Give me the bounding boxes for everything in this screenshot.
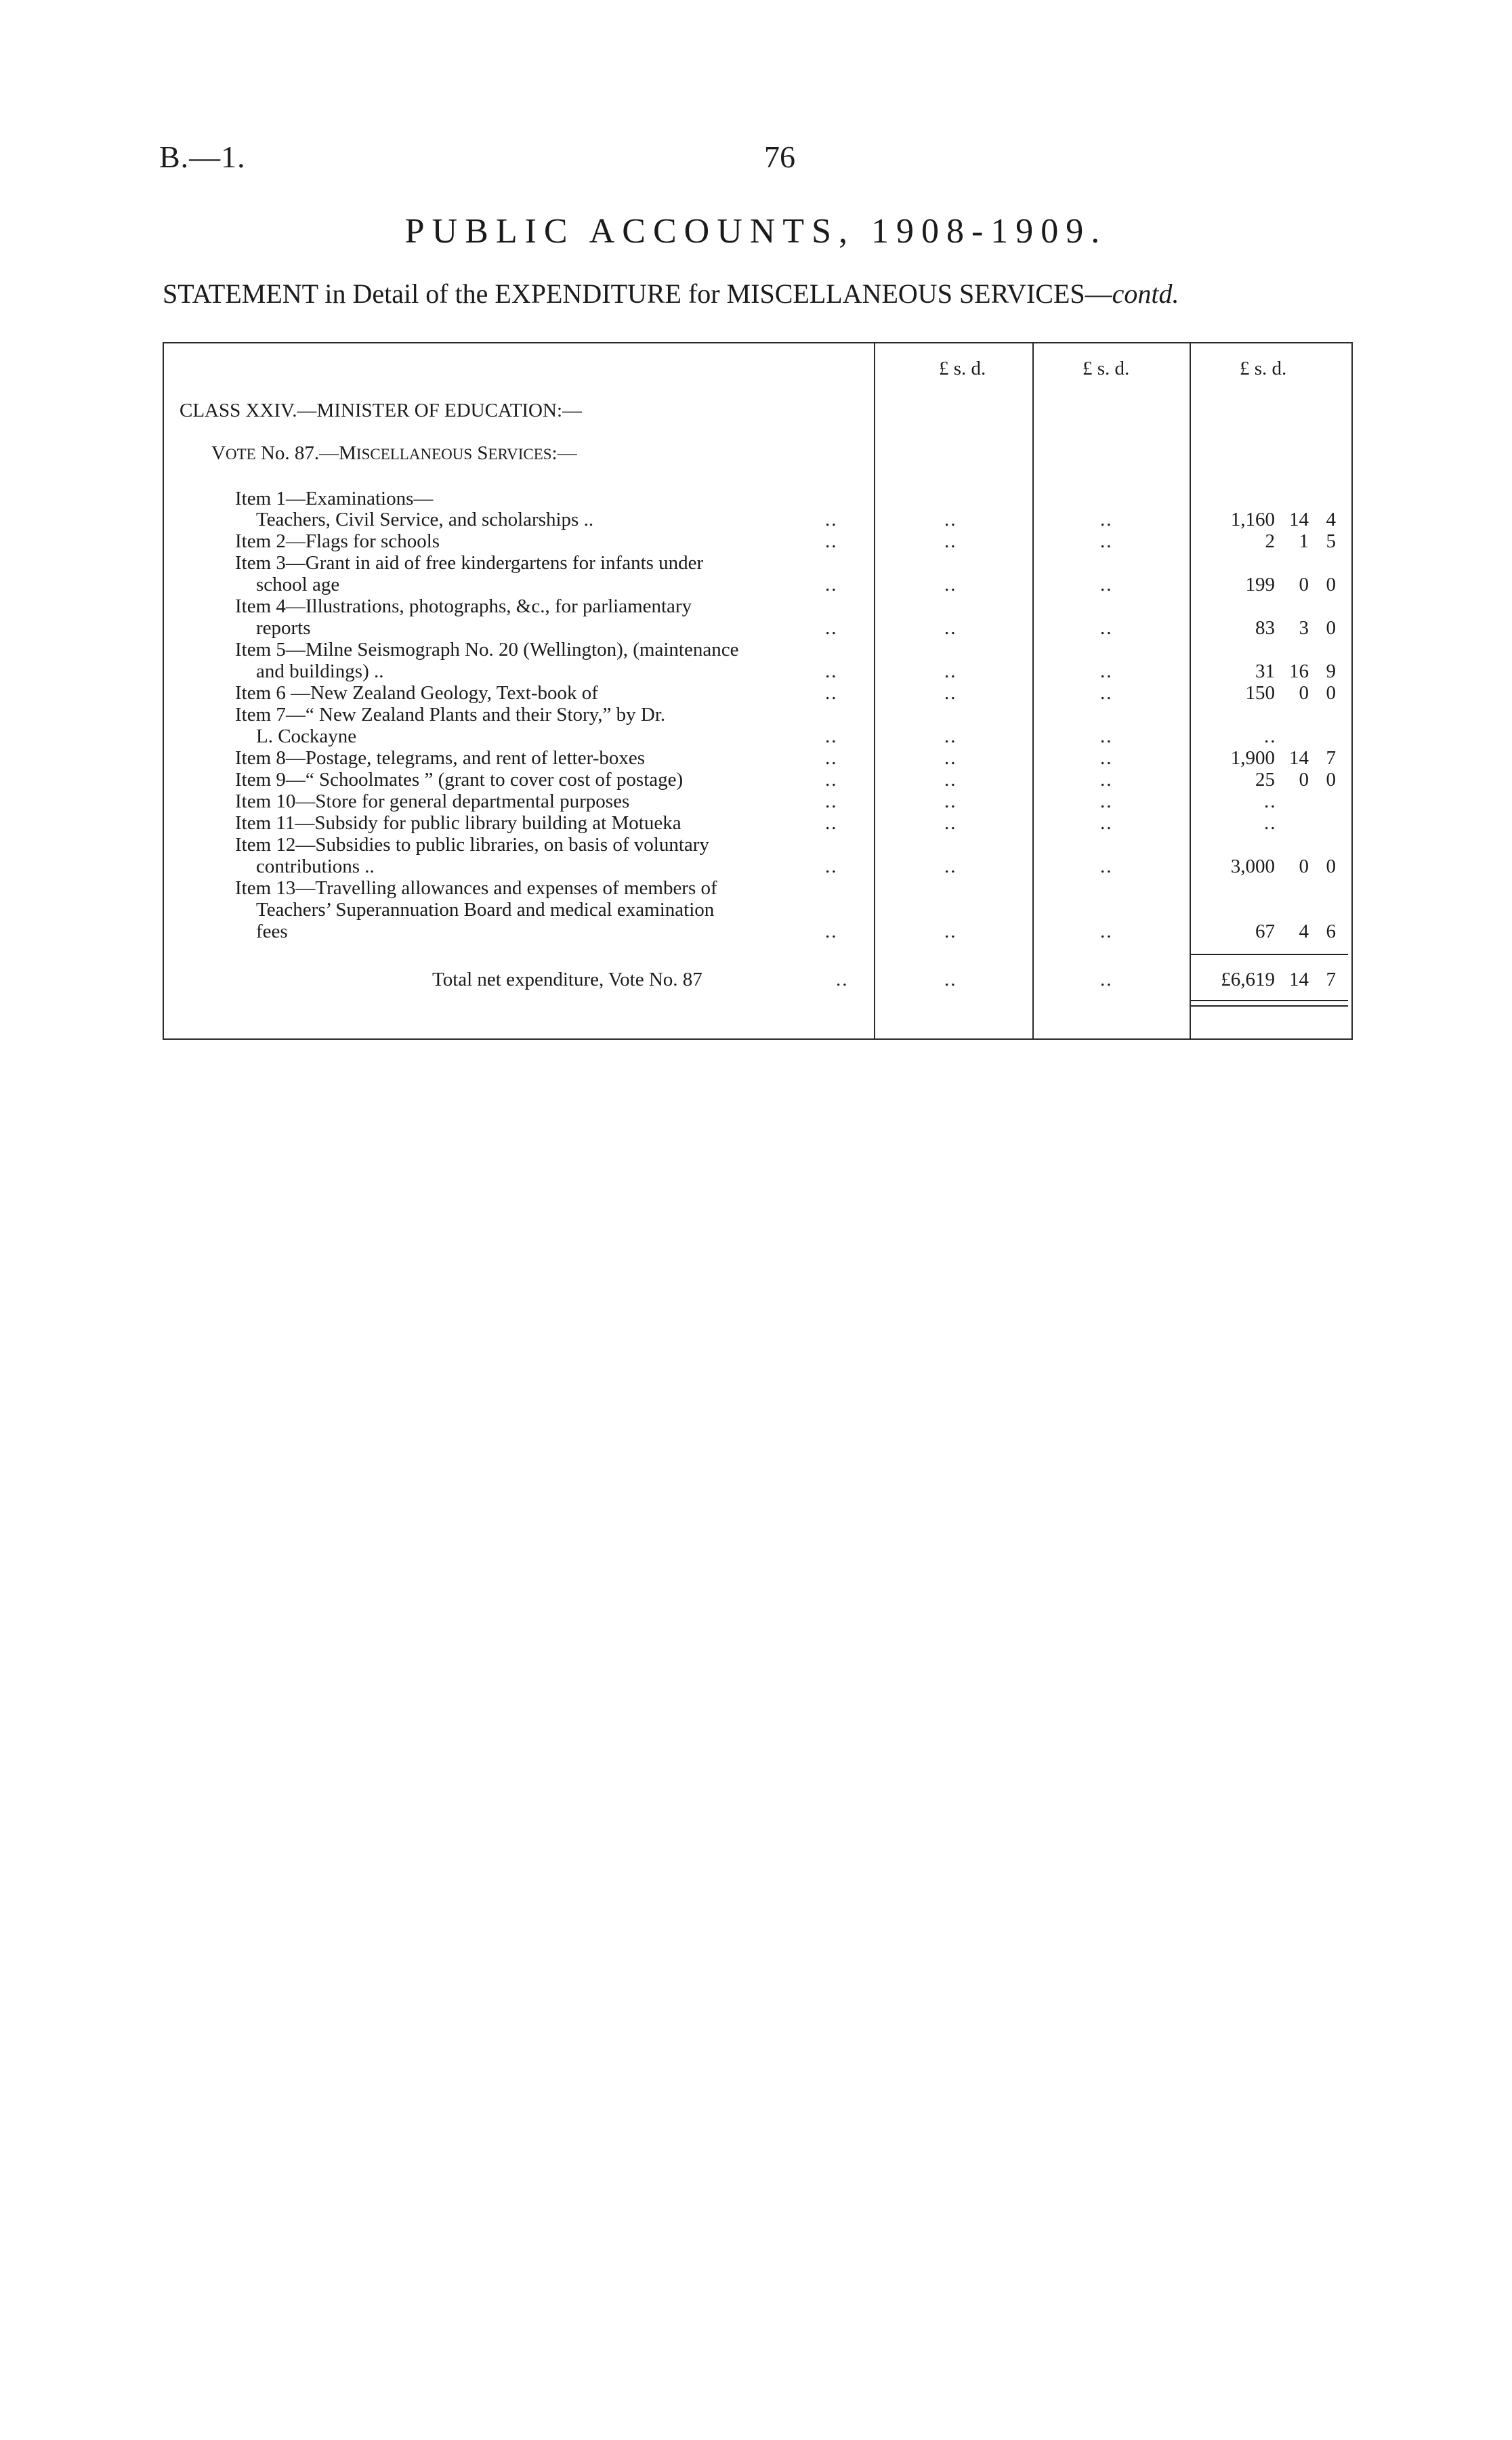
item-line: and buildings) .. [256,660,384,682]
item-line: L. Cockayne [256,725,357,747]
vote-heading-part: S [472,442,488,464]
vote-heading-part: V [211,442,226,464]
dot-leader: .. [825,660,838,682]
amount-pounds: 25 [1255,769,1275,791]
amount-shillings: 4 [1299,921,1309,942]
amount-shillings: 3 [1299,617,1309,639]
total-pence: 7 [1326,969,1336,990]
dot-leader: .. [944,921,957,942]
page-reference: B.—1. [159,140,246,174]
dot-leader: .. [944,660,957,682]
amount-pence: 0 [1326,617,1336,639]
column-divider-3 [1190,342,1191,1040]
subtitle-text: STATEMENT in Detail of the EXPENDITURE for MISCELLANEOUS SERVICES— [163,278,1112,309]
dot-leader: .. [825,812,838,834]
item-line: Item 4—Illustrations, photographs, &c., for parliamentary [235,595,692,617]
class-heading: CLASS XXIV.—MINISTER OF EDUCATION:— [180,400,583,421]
dot-leader: .. [944,574,957,595]
amount-pounds: 3,000 [1230,856,1275,877]
amount-shillings: 0 [1299,856,1309,877]
item-line: Item 6 —New Zealand Geology, Text-book of [235,682,598,704]
amount-pounds: 199 [1245,574,1275,595]
column-divider-1 [874,342,875,1040]
amount-pence: 0 [1326,574,1336,595]
item-line: reports [256,617,311,639]
page-title: PUBLIC ACCOUNTS, 1908-1909. [404,212,1108,251]
dot-leader: .. [1100,791,1113,812]
dot-leader: .. [1100,856,1113,877]
dot-leader: .. [825,791,838,812]
dot-leader: .. [944,725,957,747]
dot-leader: .. [1100,509,1113,530]
dot-leader: .. [1100,682,1113,704]
dot-leader: .. [825,530,838,552]
amount-pounds: 67 [1255,921,1275,942]
dot-leader: .. [944,856,957,877]
item-line: Item 13—Travelling allowances and expenses of members of [235,877,717,899]
dot-leader: .. [1100,921,1113,942]
item-line: fees [256,921,288,942]
total-double-rule-bottom [1191,1005,1348,1007]
dot-leader: .. [1100,969,1113,990]
amount-shillings: 0 [1299,769,1309,791]
statement-subtitle [163,278,1179,310]
amount-shillings: 16 [1289,660,1309,682]
dot-leader: .. [825,921,838,942]
dot-leader: .. [944,530,957,552]
item-line: Teachers’ Superannuation Board and medical examination [256,899,715,921]
dot-leader: .. [1100,769,1113,791]
dot-leader: .. [944,812,957,834]
amount-pence: 7 [1326,747,1336,769]
total-double-rule-top [1191,1000,1348,1001]
vote-heading-part: ISCELLANEOUS [356,446,473,463]
amount-shillings: 0 [1299,682,1309,704]
dot-leader: .. [825,747,838,769]
dot-leader: .. [944,769,957,791]
currency-header-2: £ s. d. [1083,358,1130,379]
dot-leader: .. [944,682,957,704]
amount-shillings: 1 [1299,530,1309,552]
amount-pence: 0 [1326,682,1336,704]
dot-leader: .. [825,725,838,747]
item-line: Item 7—“ New Zealand Plants and their Story,” by Dr. [235,704,666,725]
amount-pence: 9 [1326,660,1336,682]
dot-leader: .. [825,682,838,704]
vote-heading-part: OTE [225,446,256,463]
dot-leader: .. [1100,574,1113,595]
item-line: Item 1—Examinations— [235,488,434,509]
amount-shillings: 14 [1289,509,1309,530]
dot-leader: .. [944,617,957,639]
amount-pounds: 31 [1255,660,1275,682]
item-line: Item 8—Postage, telegrams, and rent of letter-boxes [235,747,646,769]
dot-leader: .. [944,969,957,990]
vote-heading-part: :— [551,442,577,464]
amount-pounds: 150 [1245,682,1275,704]
amount-pounds: 2 [1265,530,1275,552]
dot-leader: .. [825,769,838,791]
item-line: Item 9—“ Schoolmates ” (grant to cover cost of postage) [235,769,684,791]
dot-leader: .. [825,509,838,530]
dot-leader: .. [1100,530,1113,552]
amount-pence: 6 [1326,921,1336,942]
total-pounds: £6,619 [1221,969,1275,990]
item-line: Item 12—Subsidies to public libraries, on basis of voluntary [235,834,709,856]
amount-pounds: 1,160 [1230,509,1275,530]
item-line: contributions .. [256,856,375,877]
dot-leader: .. [944,791,957,812]
dot-leader: .. [825,574,838,595]
dot-leader: .. [944,509,957,530]
page-number: 76 [764,140,795,174]
dot-leader: .. [1264,812,1277,834]
item-line: Item 10—Store for general departmental purposes [235,791,630,812]
item-line: Item 5—Milne Seismograph No. 20 (Wellington), (maintenance [235,639,739,660]
amount-shillings: 0 [1299,574,1309,595]
dot-leader: .. [1100,617,1113,639]
dot-leader: .. [1100,747,1113,769]
vote-heading-part: No. 87.—M [255,442,356,464]
dot-leader: .. [825,856,838,877]
dot-leader: .. [1100,725,1113,747]
amount-pence: 4 [1326,509,1336,530]
amount-pounds: 1,900 [1230,747,1275,769]
vote-heading-part: ERVICES [488,446,552,463]
dot-leader: .. [1264,791,1277,812]
amount-pence: 0 [1326,856,1336,877]
dot-leader: .. [836,969,849,990]
total-shillings: 14 [1289,969,1309,990]
currency-header-3: £ s. d. [1240,358,1287,379]
subtotal-rule [1191,954,1348,955]
currency-header-1: £ s. d. [939,358,986,379]
amount-pence: 5 [1326,530,1336,552]
item-line: Teachers, Civil Service, and scholarships .. [256,509,594,530]
amount-shillings: 14 [1289,747,1309,769]
dot-leader: .. [1100,660,1113,682]
total-label: Total net expenditure, Vote No. 87 [432,969,702,990]
dot-leader: .. [944,747,957,769]
column-divider-2 [1032,342,1034,1040]
vote-heading [211,444,577,463]
item-line: Item 3—Grant in aid of free kindergartens for infants under [235,552,704,574]
item-line: Item 11—Subsidy for public library building at Motueka [235,812,681,834]
dot-leader: .. [1264,725,1277,747]
item-line: school age [256,574,340,595]
dot-leader: .. [825,617,838,639]
item-line: Item 2—Flags for schools [235,530,440,552]
amount-pounds: 83 [1255,617,1275,639]
dot-leader: .. [1100,812,1113,834]
subtitle-contd: contd. [1112,278,1179,309]
amount-pence: 0 [1326,769,1336,791]
